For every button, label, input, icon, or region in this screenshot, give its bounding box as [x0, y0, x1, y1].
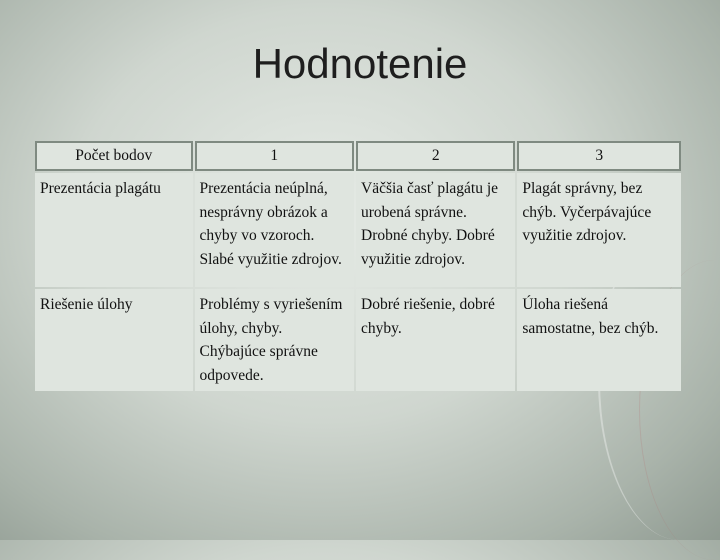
table-row	[35, 289, 681, 391]
header-points: Počet bodov	[35, 141, 193, 171]
table-cell: Problémy s vyriešením úlohy, chyby. Chýbajúce správne odpovede.	[195, 289, 355, 391]
header-score-1: 1	[195, 141, 355, 171]
table-cell: Väčšia časť plagátu je urobená správne. Drobné chyby. Dobré využitie zdrojov.	[356, 173, 515, 287]
table-cell: Úloha riešená samostatne, bez chýb.	[517, 289, 681, 391]
header-score-2: 2	[356, 141, 515, 171]
header-score-3: 3	[517, 141, 681, 171]
row-label: Riešenie úlohy	[35, 289, 193, 391]
table-cell: Plagát správny, bez chýb. Vyčerpávajúce využitie zdrojov.	[517, 173, 681, 287]
table-header-row	[35, 141, 681, 171]
table-row	[35, 173, 681, 287]
table-cell: Dobré riešenie, dobré chyby.	[356, 289, 515, 391]
table-cell: Prezentácia neúplná, nesprávny obrázok a chyby vo vzoroch. Slabé využitie zdrojov.	[195, 173, 355, 287]
evaluation-table	[33, 139, 683, 393]
slide-title: Hodnotenie	[252, 40, 468, 87]
row-label: Prezentácia plagátu	[35, 173, 193, 287]
